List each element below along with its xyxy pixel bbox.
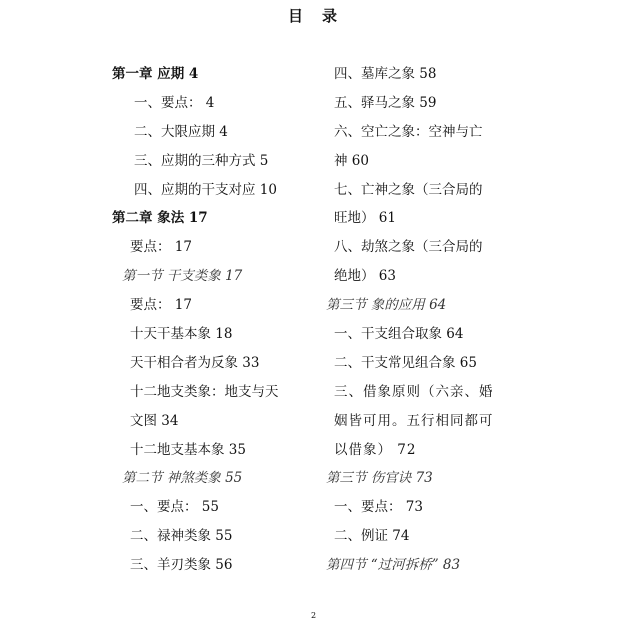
toc-entry[interactable]: 要点： 17: [130, 239, 192, 256]
toc-entry[interactable]: 第一章 应期 4: [112, 66, 199, 82]
toc-entry[interactable]: 绝地） 63: [334, 268, 396, 285]
toc-entry[interactable]: 文图 34: [130, 412, 179, 429]
toc-entry[interactable]: 一、要点： 4: [134, 94, 215, 111]
toc-entry[interactable]: 要点： 17: [130, 297, 192, 314]
page-number: 2: [310, 611, 317, 620]
toc-entry[interactable]: 三、借象原则（六亲、婚: [334, 383, 494, 400]
toc-entry[interactable]: 一、干支组合取象 64: [334, 326, 464, 343]
toc-entry[interactable]: 一、要点： 55: [130, 499, 219, 516]
toc-entry[interactable]: 二、例证 74: [334, 528, 410, 545]
toc-entry[interactable]: 天干相合者为反象 33: [130, 354, 260, 371]
toc-right-column: [326, 60, 516, 580]
toc-entry[interactable]: 十二地支基本象 35: [130, 441, 246, 458]
toc-entry[interactable]: 三、应期的三种方式 5: [134, 152, 269, 169]
toc-entry[interactable]: 五、驿马之象 59: [334, 94, 437, 111]
toc-entry[interactable]: 七、亡神之象（三合局的: [334, 181, 483, 198]
toc-entry[interactable]: 二、禄神类象 55: [130, 528, 233, 545]
toc-left-column: [112, 60, 322, 580]
page-title: 目 录: [287, 7, 339, 25]
toc-entry[interactable]: 第三节 伤官诀 73: [326, 470, 433, 487]
toc-entry[interactable]: 十天干基本象 18: [130, 326, 233, 343]
toc-entry[interactable]: 二、大限应期 4: [134, 123, 228, 140]
toc-entry[interactable]: 第三节 象的应用 64: [326, 297, 447, 314]
toc-entry[interactable]: 三、羊刃类象 56: [130, 557, 233, 574]
toc-entry[interactable]: 神 60: [334, 152, 369, 169]
toc-entry[interactable]: 第二节 神煞类象 55: [122, 470, 243, 487]
toc-entry[interactable]: 第四节 “过河拆桥” 83: [326, 557, 461, 574]
toc-entry[interactable]: 第一节 干支类象 17: [122, 268, 243, 285]
toc-entry[interactable]: 二、干支常见组合象 65: [334, 354, 477, 371]
toc-entry[interactable]: 第二章 象法 17: [112, 210, 208, 227]
toc-entry[interactable]: 四、应期的干支对应 10: [134, 181, 277, 198]
toc-entry[interactable]: 旺地） 61: [334, 210, 396, 227]
toc-entry[interactable]: 以借象） 72: [334, 441, 417, 458]
toc-entry[interactable]: 四、墓库之象 58: [334, 66, 437, 82]
toc-entry[interactable]: 一、要点： 73: [334, 499, 423, 516]
toc-entry[interactable]: 姻皆可用。五行相同都可: [334, 412, 494, 429]
toc-entry[interactable]: 十二地支类象：地支与天: [130, 383, 279, 400]
toc-entry[interactable]: 六、空亡之象：空神与亡: [334, 123, 483, 140]
toc-entry[interactable]: 八、劫煞之象（三合局的: [334, 239, 483, 256]
